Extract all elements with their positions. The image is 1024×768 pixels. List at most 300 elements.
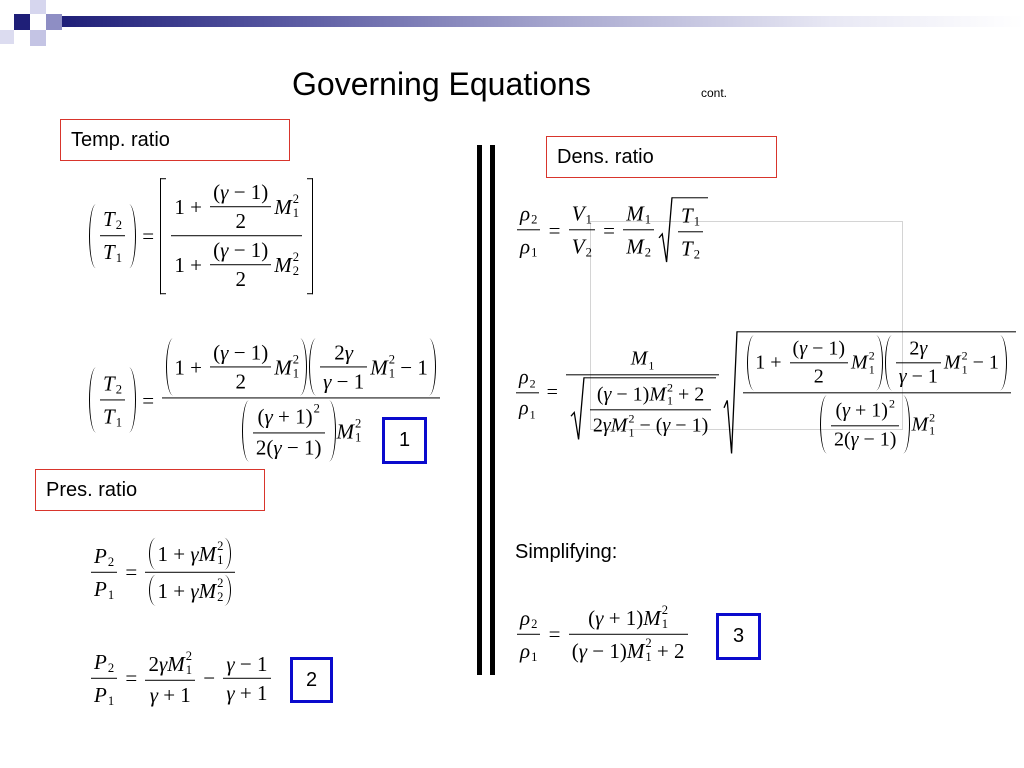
eq-term xyxy=(103,240,115,264)
eq-fraction xyxy=(896,337,941,388)
eq-scripts xyxy=(116,402,122,430)
eq-term xyxy=(911,413,928,436)
eq-denominator xyxy=(223,679,270,705)
eq-variable: V xyxy=(571,201,585,226)
eq-numerator xyxy=(100,370,125,401)
eq-symbol: 1 + xyxy=(174,354,208,379)
eq-variable: T xyxy=(103,240,115,265)
decor-square xyxy=(0,30,14,44)
eq-variable: P xyxy=(94,576,107,601)
eq-term xyxy=(572,202,585,226)
eq-term xyxy=(611,414,628,437)
eq-superscript xyxy=(116,239,122,253)
eq-scripts xyxy=(530,396,536,422)
eq-denominator xyxy=(210,207,271,233)
eq-parentheses xyxy=(242,401,336,462)
eq-term xyxy=(199,578,217,602)
eq-symbol: − 1 xyxy=(331,369,365,394)
eq-term xyxy=(520,638,530,662)
eq-fraction xyxy=(91,648,117,708)
eq-symbol: = xyxy=(543,621,566,646)
eq-parentheses xyxy=(89,368,136,432)
eq-scripts xyxy=(293,353,299,381)
eq-group xyxy=(168,178,305,294)
eq-fraction xyxy=(790,337,849,388)
eq-fraction xyxy=(223,651,270,704)
eq-symbol-group xyxy=(94,681,114,709)
eq-subscript: 1 xyxy=(115,415,122,430)
eq-term xyxy=(851,351,868,374)
eq-term xyxy=(626,202,644,226)
eq-symbol-group xyxy=(519,396,536,422)
left-parenthesis xyxy=(747,335,754,390)
eq-superscript: 2 xyxy=(929,410,936,425)
eq-variable: γ xyxy=(220,340,229,365)
eq-term xyxy=(649,383,666,406)
eq-term xyxy=(519,366,529,389)
eq-term xyxy=(520,234,530,258)
eq-parentheses xyxy=(166,338,307,395)
eq-group xyxy=(250,401,328,462)
eq-symbol-group xyxy=(94,575,114,603)
eq-symbol: − 1) xyxy=(587,638,627,663)
header-gradient-bar xyxy=(62,16,1024,27)
eq-superscript: 2 xyxy=(292,250,300,265)
eq-term xyxy=(395,355,428,379)
eq-term xyxy=(681,203,693,227)
eq-numerator xyxy=(320,340,367,367)
eq-variable: P xyxy=(94,543,107,568)
eq-term xyxy=(235,370,246,394)
eq-term xyxy=(627,638,645,662)
eq-group xyxy=(157,575,223,607)
equation-pres-ratio xyxy=(88,538,238,606)
eq-denominator xyxy=(91,573,117,603)
eq-symbol-group xyxy=(167,650,192,678)
eq-term xyxy=(226,681,267,705)
eq-subscript: 1 xyxy=(961,361,968,376)
eq-symbol: = xyxy=(120,665,143,690)
eq-symbol-group xyxy=(103,239,122,267)
eq-symbol-group xyxy=(520,637,537,665)
eq-denominator xyxy=(569,635,688,665)
eq-denominator xyxy=(590,411,711,439)
eq-term xyxy=(572,638,627,662)
eq-fraction xyxy=(210,180,271,233)
eq-superscript xyxy=(108,681,114,695)
left-parenthesis xyxy=(820,395,827,453)
eq-symbol: 2( xyxy=(833,428,851,451)
equation-row xyxy=(88,538,238,606)
eq-scripts xyxy=(355,417,361,445)
eq-symbol: = xyxy=(543,217,566,242)
eq-superscript: 2 xyxy=(292,192,300,206)
eq-term xyxy=(235,268,246,292)
eq-symbol: − 1) xyxy=(858,428,897,451)
eq-symbol-group xyxy=(649,381,673,407)
right-parenthesis xyxy=(224,538,231,570)
eq-term xyxy=(944,351,961,374)
eq-variable: M xyxy=(198,578,217,603)
eq-term xyxy=(634,414,708,437)
eq-term xyxy=(94,576,107,600)
eq-denominator xyxy=(566,375,719,440)
eq-radicand xyxy=(737,331,1016,454)
eq-denominator xyxy=(210,368,271,394)
eq-superscript: 2 xyxy=(217,538,224,553)
equation-number-2: 2 xyxy=(290,657,333,703)
eq-symbol: 1 + xyxy=(157,541,191,566)
eq-subscript: 2 xyxy=(107,554,115,569)
eq-scripts xyxy=(293,193,299,221)
eq-numerator xyxy=(145,650,195,681)
eq-denominator xyxy=(253,433,325,459)
eq-subscript: 2 xyxy=(693,246,700,261)
eq-superscript xyxy=(694,201,700,215)
eq-symbol: + 1 xyxy=(157,682,191,707)
equation-row xyxy=(88,178,314,294)
eq-symbol-group xyxy=(274,193,299,221)
eq-fraction xyxy=(517,200,540,260)
eq-term xyxy=(835,399,888,422)
eq-scripts xyxy=(116,206,122,234)
eq-term xyxy=(150,682,191,706)
eq-fraction xyxy=(516,364,539,422)
eq-denominator xyxy=(831,427,900,452)
eq-term xyxy=(593,414,611,437)
eq-symbol-group xyxy=(274,251,299,279)
eq-variable: γ xyxy=(919,337,928,360)
eq-variable: T xyxy=(681,235,693,260)
eq-variable: ρ xyxy=(520,605,531,630)
eq-term xyxy=(814,365,824,388)
eq-variable: M xyxy=(630,347,648,370)
eq-term xyxy=(673,383,704,406)
eq-symbol: + 1) xyxy=(850,399,888,421)
eq-term xyxy=(103,372,115,396)
eq-variable: γ xyxy=(850,428,859,451)
eq-superscript xyxy=(531,604,537,618)
right-parenthesis xyxy=(300,338,307,395)
eq-term xyxy=(213,180,268,204)
eq-scripts xyxy=(694,201,700,229)
eq-scripts xyxy=(694,234,700,262)
eq-subscript: 1 xyxy=(868,361,875,376)
eq-term xyxy=(597,383,650,406)
eq-term xyxy=(643,606,661,630)
eq-subscript: 2 xyxy=(107,660,115,675)
eq-scripts xyxy=(648,346,654,372)
eq-variable: γ xyxy=(595,605,604,630)
eq-variable: γ xyxy=(190,541,199,566)
eq-numerator xyxy=(623,200,654,231)
right-parenthesis xyxy=(224,575,231,607)
eq-variable: M xyxy=(851,351,868,374)
eq-brackets xyxy=(160,178,313,294)
eq-variable: M xyxy=(274,194,292,219)
eq-symbol: 2( xyxy=(255,435,274,460)
right-parenthesis xyxy=(903,395,910,453)
eq-denominator xyxy=(790,363,849,388)
eq-scripts xyxy=(217,540,223,568)
decor-square xyxy=(46,14,62,30)
eq-subscript: 2 xyxy=(531,212,538,227)
eq-parentheses xyxy=(149,538,231,570)
eq-term xyxy=(755,351,786,374)
eq-fraction xyxy=(831,397,900,451)
eq-symbol: = xyxy=(597,217,621,242)
eq-symbol-group xyxy=(681,234,700,262)
eq-symbol-group xyxy=(103,206,122,234)
eq-variable: T xyxy=(103,404,115,429)
eq-symbol-group xyxy=(911,411,935,437)
right-parenthesis xyxy=(1000,335,1007,390)
left-parenthesis xyxy=(89,368,96,432)
eq-term xyxy=(257,404,312,428)
eq-superscript: 2 xyxy=(868,348,875,363)
eq-fraction xyxy=(743,335,1011,453)
decor-square xyxy=(30,30,46,46)
eq-variable: M xyxy=(336,419,354,444)
eq-variable: γ xyxy=(578,638,588,663)
eq-denominator xyxy=(145,573,235,607)
left-parenthesis xyxy=(166,338,173,395)
eq-term xyxy=(899,365,938,388)
left-parenthesis xyxy=(89,204,96,268)
eq-symbol: − 1) xyxy=(807,337,846,360)
eq-symbol-group xyxy=(520,233,537,261)
eq-variable: γ xyxy=(264,404,273,429)
eq-symbol-group xyxy=(572,233,592,261)
eq-term xyxy=(793,337,846,360)
eq-superscript: 2 xyxy=(313,401,320,416)
eq-variable: ρ xyxy=(520,201,531,226)
eq-numerator xyxy=(517,200,540,231)
eq-numerator xyxy=(210,239,271,266)
equation-number-3: 3 xyxy=(716,613,761,660)
eq-symbol: − 1 xyxy=(234,651,268,676)
eq-term xyxy=(520,606,530,630)
eq-term xyxy=(226,651,267,675)
eq-symbol: ( xyxy=(213,238,221,263)
eq-superscript xyxy=(586,200,592,214)
eq-term xyxy=(120,666,142,690)
eq-subscript: 1 xyxy=(929,423,936,438)
eq-group xyxy=(317,338,428,395)
eq-numerator xyxy=(100,206,125,237)
eq-term xyxy=(256,435,322,459)
eq-scripts xyxy=(889,397,895,423)
eq-variable: M xyxy=(943,351,961,374)
eq-symbol-group xyxy=(643,604,668,632)
eq-subscript: 1 xyxy=(107,693,115,708)
eq-fraction xyxy=(91,542,117,602)
eq-variable: γ xyxy=(842,399,851,421)
eq-symbol: − 1 xyxy=(906,365,938,388)
eq-symbol-group xyxy=(370,353,395,381)
equation-temp-ratio xyxy=(88,178,314,294)
eq-symbol-group xyxy=(103,370,122,398)
eq-subscript: 1 xyxy=(355,430,362,445)
eq-variable: M xyxy=(649,383,667,405)
eq-subscript xyxy=(889,411,895,424)
eq-fraction xyxy=(678,201,703,261)
eq-superscript: 2 xyxy=(628,411,635,426)
eq-scripts xyxy=(586,200,592,228)
equation-dens-ratio-simplified xyxy=(514,604,691,664)
eq-subscript: 1 xyxy=(645,649,652,664)
eq-symbol-group xyxy=(94,542,114,570)
eq-scripts xyxy=(530,364,536,390)
eq-subscript: 1 xyxy=(107,587,115,602)
eq-numerator xyxy=(790,337,849,363)
eq-symbol: = xyxy=(136,223,160,248)
eq-term xyxy=(167,651,185,675)
eq-denominator xyxy=(623,231,654,261)
eq-variable: ρ xyxy=(520,638,531,663)
eq-variable: M xyxy=(274,253,292,278)
eq-symbol: ( xyxy=(588,605,596,630)
left-parenthesis xyxy=(885,335,892,390)
eq-variable: M xyxy=(626,638,645,663)
eq-subscript: 2 xyxy=(644,245,651,260)
eq-variable: M xyxy=(370,354,388,379)
eq-numerator xyxy=(223,651,270,678)
eq-subscript xyxy=(314,417,320,431)
equation-row xyxy=(88,648,274,708)
eq-parentheses xyxy=(820,395,911,453)
eq-term xyxy=(909,337,927,360)
eq-symbol-group xyxy=(519,364,536,390)
eq-variable: ρ xyxy=(519,365,529,388)
eq-scripts xyxy=(662,604,668,632)
eq-scripts xyxy=(869,350,875,376)
eq-radicand xyxy=(584,377,716,440)
eq-symbol-group xyxy=(199,577,224,605)
eq-denominator xyxy=(171,237,302,292)
eq-numerator xyxy=(569,200,595,231)
eq-variable: M xyxy=(274,354,292,379)
eq-scripts xyxy=(293,251,299,279)
eq-denominator xyxy=(210,266,271,292)
slide-title: Governing Equations xyxy=(292,66,591,102)
eq-square-root xyxy=(659,197,708,262)
eq-symbol-group xyxy=(257,403,319,431)
label-pres-ratio: Pres. ratio xyxy=(35,469,265,511)
eq-scripts xyxy=(531,200,537,228)
label-dens-ratio: Dens. ratio xyxy=(546,136,777,178)
eq-symbol: 1 + xyxy=(174,253,208,278)
eq-superscript xyxy=(531,233,537,247)
right-parenthesis xyxy=(129,368,136,432)
eq-denominator xyxy=(100,400,125,430)
eq-superscript: 2 xyxy=(888,396,895,411)
eq-superscript xyxy=(108,542,114,556)
eq-symbol: ( xyxy=(257,404,265,429)
eq-term xyxy=(94,650,107,674)
eq-variable: M xyxy=(643,605,661,630)
eq-numerator xyxy=(743,335,1011,393)
eq-symbol: + 1) xyxy=(603,605,644,630)
eq-scripts xyxy=(586,233,592,261)
eq-fraction xyxy=(145,538,235,606)
left-parenthesis xyxy=(242,401,249,462)
eq-radicand xyxy=(672,197,708,262)
eq-symbol: 2 xyxy=(148,651,159,676)
eq-subscript: 2 xyxy=(531,616,538,631)
eq-term xyxy=(631,348,648,371)
eq-term xyxy=(334,340,353,364)
eq-fraction xyxy=(320,340,367,393)
eq-scripts xyxy=(217,577,223,605)
equation-dens-ratio-mach xyxy=(513,331,1016,454)
eq-term xyxy=(588,606,643,630)
eq-fraction xyxy=(210,239,271,292)
eq-parentheses xyxy=(309,338,436,395)
eq-scripts xyxy=(108,542,114,570)
radical-sign-shape xyxy=(724,331,737,454)
eq-term xyxy=(323,370,364,394)
eq-symbol: 2 xyxy=(235,369,246,394)
eq-term xyxy=(137,388,159,412)
eq-fraction xyxy=(623,200,654,260)
eq-variable: P xyxy=(94,682,107,707)
eq-scripts xyxy=(645,233,651,261)
eq-numerator xyxy=(253,403,325,434)
eq-symbol-group xyxy=(611,413,635,439)
eq-scripts xyxy=(929,411,935,437)
eq-symbol: ( xyxy=(571,638,579,663)
eq-subscript: 1 xyxy=(185,662,193,677)
eq-symbol-group xyxy=(626,200,651,228)
eq-numerator xyxy=(678,201,703,232)
eq-numerator xyxy=(517,604,540,635)
eq-symbol: − 1) xyxy=(228,180,269,205)
eq-symbol-group xyxy=(103,402,122,430)
eq-superscript xyxy=(586,233,592,247)
eq-symbol: ( xyxy=(213,180,221,205)
eq-symbol: 2 xyxy=(334,340,345,365)
eq-symbol: − 1) xyxy=(281,435,322,460)
eq-subscript: 1 xyxy=(585,212,592,227)
eq-subscript: 2 xyxy=(529,376,536,391)
eq-subscript: 2 xyxy=(115,382,122,397)
eq-symbol-group xyxy=(851,350,875,376)
eq-scripts xyxy=(108,681,114,709)
eq-symbol: + 2 xyxy=(673,383,705,405)
eq-symbol: + 2 xyxy=(651,638,685,663)
right-parenthesis xyxy=(876,335,883,390)
eq-subscript: 2 xyxy=(217,589,224,604)
radical-stroke xyxy=(571,377,584,439)
eq-numerator xyxy=(896,337,941,363)
eq-term xyxy=(137,224,159,248)
left-parenthesis xyxy=(149,575,156,607)
eq-symbol: 1 + xyxy=(174,194,208,219)
eq-variable: γ xyxy=(226,651,235,676)
eq-superscript xyxy=(116,206,122,220)
eq-variable: M xyxy=(911,413,929,435)
eq-variable: γ xyxy=(799,337,808,360)
eq-symbol: − 1 xyxy=(967,351,999,374)
eq-term xyxy=(235,209,246,233)
eq-variable: γ xyxy=(220,238,229,263)
eq-symbol: 2 xyxy=(235,209,246,234)
eq-superscript: 2 xyxy=(645,635,652,650)
eq-numerator xyxy=(91,648,117,679)
eq-term xyxy=(337,419,355,443)
eq-symbol: − 1 xyxy=(395,354,428,379)
